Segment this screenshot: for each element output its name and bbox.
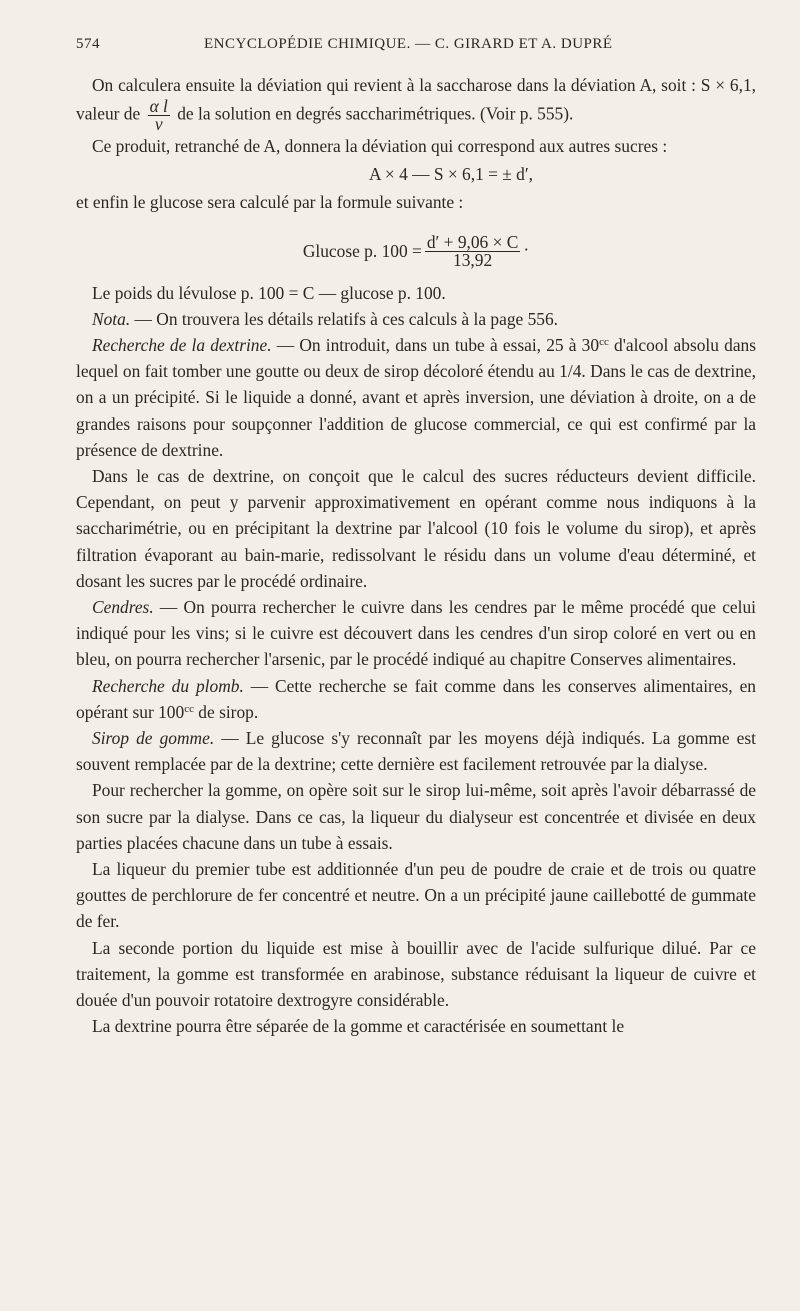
paragraph-first-tube: La liqueur du premier tube est additionnée d'un peu de poudre de craie et de trois ou quatre gouttes de perchlorure de fer concentré et neutre. On a un précipité jaune caillebotté de gummate de fer.: [76, 859, 756, 932]
paragraph-nota: Nota. — On trouvera les détails relatifs à ces calculs à la page 556.: [92, 308, 559, 329]
paragraph-glucose-intro: et enfin le glucose sera calculé par la formule suivante :: [76, 192, 464, 213]
running-title: ENCYCLOPÉDIE CHIMIQUE. — C. GIRARD ET A. DUPRÉ: [204, 36, 613, 52]
paragraph-dextrine-search: Recherche de la dextrine. — On introduit, dans un tube à essai, 25 à $30^{cc}$ d'alcool absolu dans lequel on fait tomber une goutte ou deux de sirop décoloré étendu au 1/4. Dans le cas de dextrine, on a un précipité. Si le liquide a donné, avant et après inversion, une déviation à droite, on a de grandes raisons pour soupçonner l'addition de glucose commercial, ce qui est confirmé par la présence de dextrine.: [76, 335, 757, 460]
paragraph-levulose: Le poids du lévulose p. 100 = C — glucose p. 100.: [92, 282, 446, 303]
paragraph-other-sugars: Ce produit, retranché de A, donnera la déviation qui correspond aux autres sucres :: [92, 136, 668, 157]
paragraph-plomb: Recherche du plomb. — Cette recherche se fait comme dans les conserves alimentaires, en opérant sur $100^{cc}$ de sirop.: [76, 675, 756, 722]
paragraph-sucrose-deviation: On calculera ensuite la déviation qui revient à la saccharose dans la déviation A, soit : S × 6,1, valeur de $\frac{\text{α l}}{v}$ de la solution en degrés saccharimétriques. (Voir p. 555).: [76, 75, 756, 135]
paragraph-second-portion: La seconde portion du liquide est mise à bouillir avec de l'acide sulfurique dilué. Par ce traitement, la gomme est transformée en arabinose, substance réduisant la liqueur de cuivre et douée d'un pouvoir rotatoire dextrogyre considérable.: [76, 937, 756, 1011]
paragraph-gomme-search: Pour rechercher la gomme, on opère soit sur le sirop lui-même, soit après l'avoir débarrassé de son sucre par la dialyse. Dans ce cas, la liqueur du dialyseur est concentrée et divisée en deux parties placées chacune dans un tube à essais.: [76, 780, 756, 853]
fraction-al-over-v: $\frac{\text{α l}}{v}$: [149, 96, 168, 135]
body-text: [76, 72, 756, 1040]
fraction-glucose: $\frac{d' + 9,06 \times C}{13,92}$: [426, 231, 519, 270]
running-header: [76, 36, 756, 56]
paragraph-cendres: Cendres. — On pourra rechercher le cuivre dans les cendres par le même procédé que celui indiqué pour les vins; si le cuivre est découvert dans les cendres d'un sirop coloré en vert ou en bleu, on pourra rechercher l'arsenic, par le procédé indiqué au chapitre Conserves alimentaires.: [76, 597, 756, 670]
formula-glucose: Glucose p. 100 = $\frac{d' + 9,06 \times C}{13,92}$ ·: [302, 231, 530, 270]
formula-deviation: A × 4 — S × 6,1 = ± d′,: [368, 164, 534, 185]
paragraph-dextrine-separation: La dextrine pourra être séparée de la gomme et caractérisée en soumettant le: [92, 1016, 625, 1037]
page-number: 574: [76, 36, 100, 52]
paragraph-sirop-gomme: Sirop de gomme. — Le glucose s'y reconnaît par les moyens déjà indiqués. La gomme est souvent remplacée par de la dextrine; cette dernière est facilement retrouvée par la dialyse.: [76, 728, 756, 775]
paragraph-dextrine-calculation: Dans le cas de dextrine, on conçoit que le calcul des sucres réducteurs devient difficile. Cependant, on peut y parvenir approximativement en opérant comme nous indiquons à la saccharimétrie, ou en précipitant la dextrine par l'alcool (10 fois le volume du sirop), et après filtration évaporant au bain-marie, redissolvant le résidu dans un volume d'eau déterminé, et dosant les sucres par le procédé ordinaire.: [76, 466, 756, 591]
